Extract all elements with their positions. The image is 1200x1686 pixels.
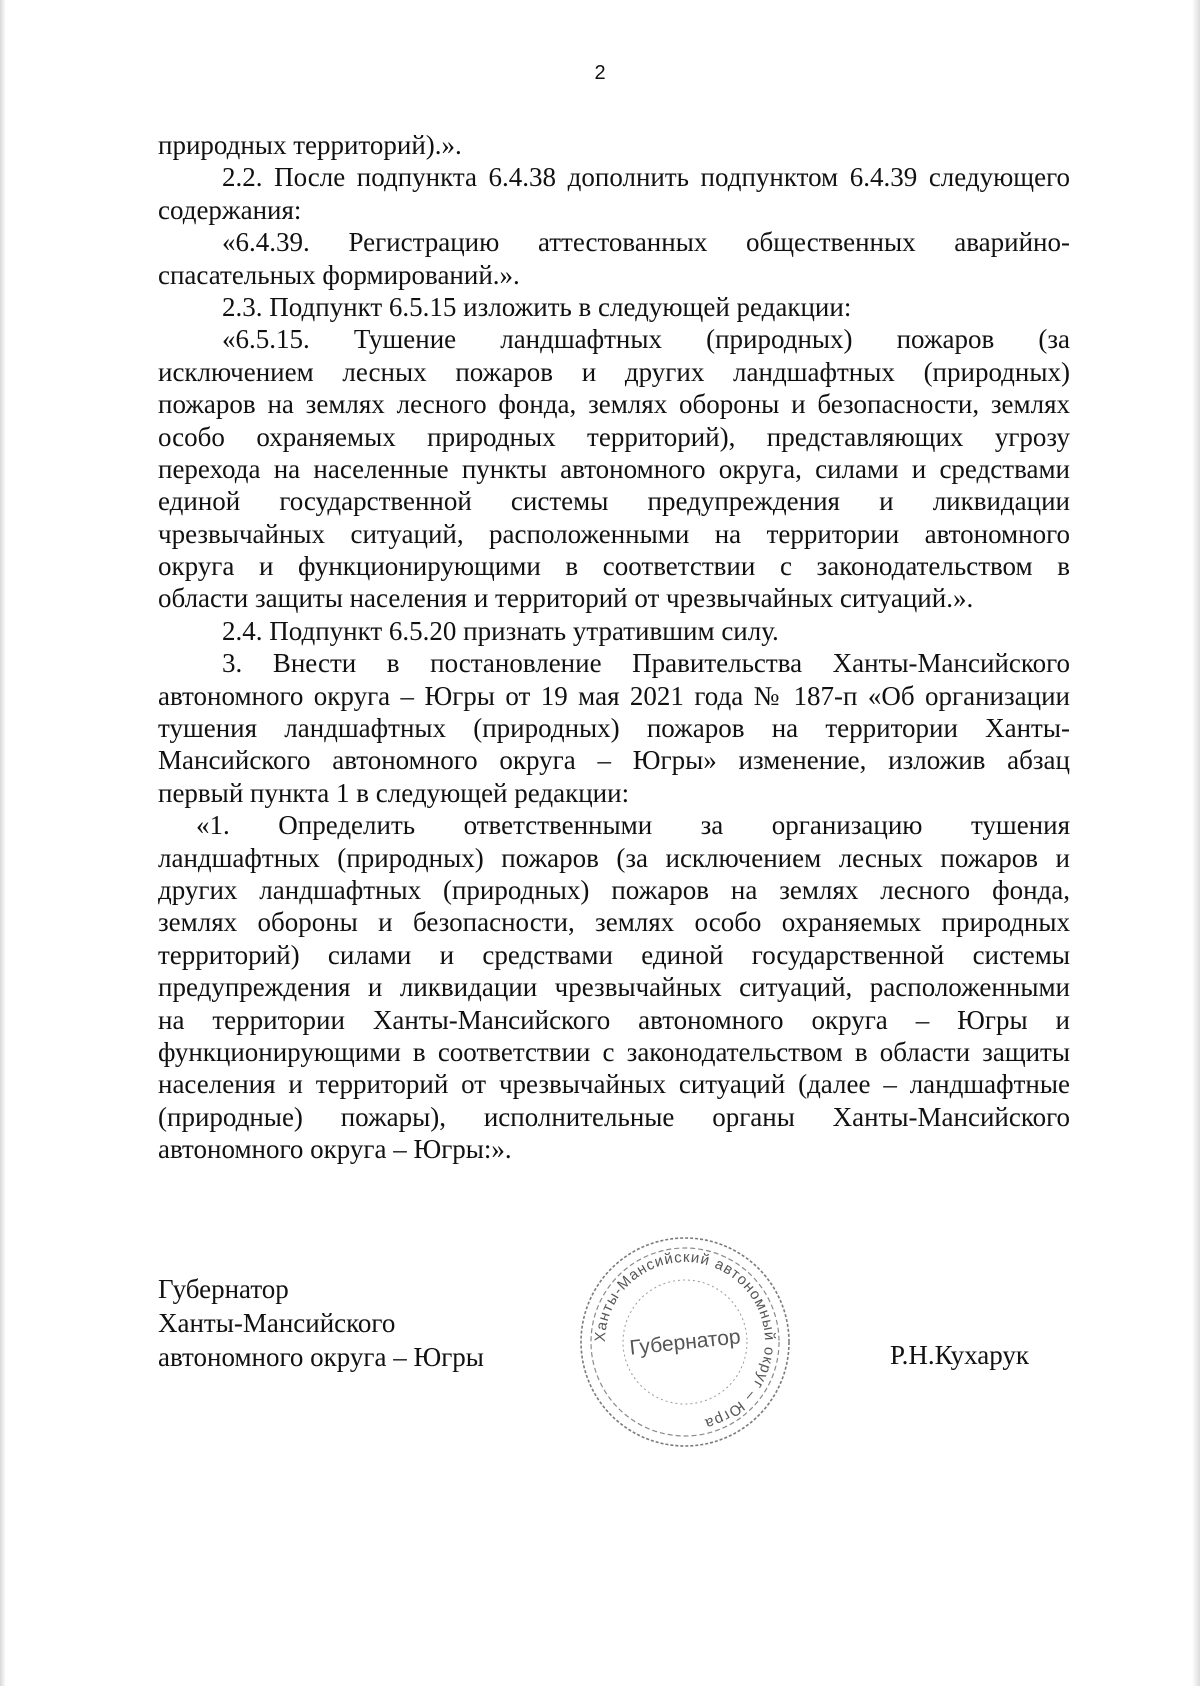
text-line: спасательных формирований.». xyxy=(158,259,520,290)
text-line: содержания: xyxy=(158,194,302,225)
signature-title-line: автономного округа – Югры xyxy=(158,1342,484,1372)
page-number: 2 xyxy=(594,62,606,84)
signature-title-line: Ханты-Мансийского xyxy=(158,1308,396,1338)
text-line: «1. Определить ответственными за организацию тушения xyxy=(196,810,1070,841)
text-line: округа и функционирующими в соответствии с законодательством в xyxy=(158,551,1070,582)
text-line: единой государственной системы предупреждения и ликвидации xyxy=(158,486,1070,517)
text-line: перехода на населенные пункты автономного округа, силами и средствами xyxy=(158,453,1070,484)
text-line: функционирующими в соответствии с законодательством в области защиты xyxy=(158,1036,1070,1067)
text-line: других ландшафтных (природных) пожаров на землях лесного фонда, xyxy=(158,874,1070,905)
text-line: первый пункта 1 в следующей редакции: xyxy=(158,777,630,808)
text-line: предупреждения и ликвидации чрезвычайных ситуаций, расположенными xyxy=(158,972,1070,1003)
text-line: ландшафтных (природных) пожаров (за исключением лесных пожаров и xyxy=(158,842,1070,873)
text-line: Мансийского автономного округа – Югры» изменение, изложив абзац xyxy=(158,745,1070,776)
scan-edge-left xyxy=(0,0,6,1686)
seal-ring-text: Ханты-Мансийский автономный округ – Югра xyxy=(591,1248,779,1433)
seal-center-text: Губернатор xyxy=(628,1325,742,1360)
text-line: на территории Ханты-Мансийского автономного округа – Югры и xyxy=(158,1004,1070,1035)
text-line: территорий) силами и средствами единой государственной системы xyxy=(158,939,1070,970)
text-line: пожаров на землях лесного фонда, землях обороны и безопасности, землях xyxy=(158,389,1070,420)
text-line: населения и территорий от чрезвычайных ситуаций (далее – ландшафтные xyxy=(158,1069,1070,1100)
text-line: тушения ландшафтных (природных) пожаров на территории Ханты- xyxy=(158,713,1070,744)
text-line: «6.5.15. Тушение ландшафтных (природных) пожаров (за xyxy=(222,324,1070,355)
text-line: 2.3. Подпункт 6.5.15 изложить в следующей редакции: xyxy=(222,291,852,322)
text-line: землях обороны и безопасности, землях особо охраняемых природных xyxy=(158,907,1070,938)
signer-name: Р.Н.Кухарук xyxy=(890,1340,1030,1370)
text-line: автономного округа – Югры от 19 мая 2021 года № 187-п «Об организации xyxy=(158,680,1070,711)
scan-edge-right xyxy=(1192,0,1200,1686)
text-line: 2.4. Подпункт 6.5.20 признать утратившим силу. xyxy=(222,615,779,646)
text-line: автономного округа – Югры:». xyxy=(158,1134,512,1165)
text-line: исключением лесных пожаров и других ландшафтных (природных) xyxy=(158,356,1070,387)
text-line: (природные) пожары), исполнительные органы Ханты-Мансийского xyxy=(158,1101,1070,1132)
text-line: области защиты населения и территорий от чрезвычайных ситуаций.». xyxy=(158,583,974,614)
text-line: природных территорий).». xyxy=(158,130,462,160)
text-line: 2.2. После подпункта 6.4.38 дополнить подпунктом 6.4.39 следующего xyxy=(222,162,1070,193)
text-line: 3. Внести в постановление Правительства Ханты-Мансийского xyxy=(222,648,1070,679)
document-body xyxy=(158,129,1070,1166)
text-line: чрезвычайных ситуаций, расположенными на территории автономного xyxy=(158,518,1070,549)
text-line: особо охраняемых природных территорий), представляющих угрозу xyxy=(158,421,1070,452)
signature-title xyxy=(158,1272,484,1374)
text-line: «6.4.39. Регистрацию аттестованных общественных аварийно- xyxy=(222,227,1070,258)
signature-title-line: Губернатор xyxy=(158,1274,289,1304)
official-seal xyxy=(575,1232,795,1452)
